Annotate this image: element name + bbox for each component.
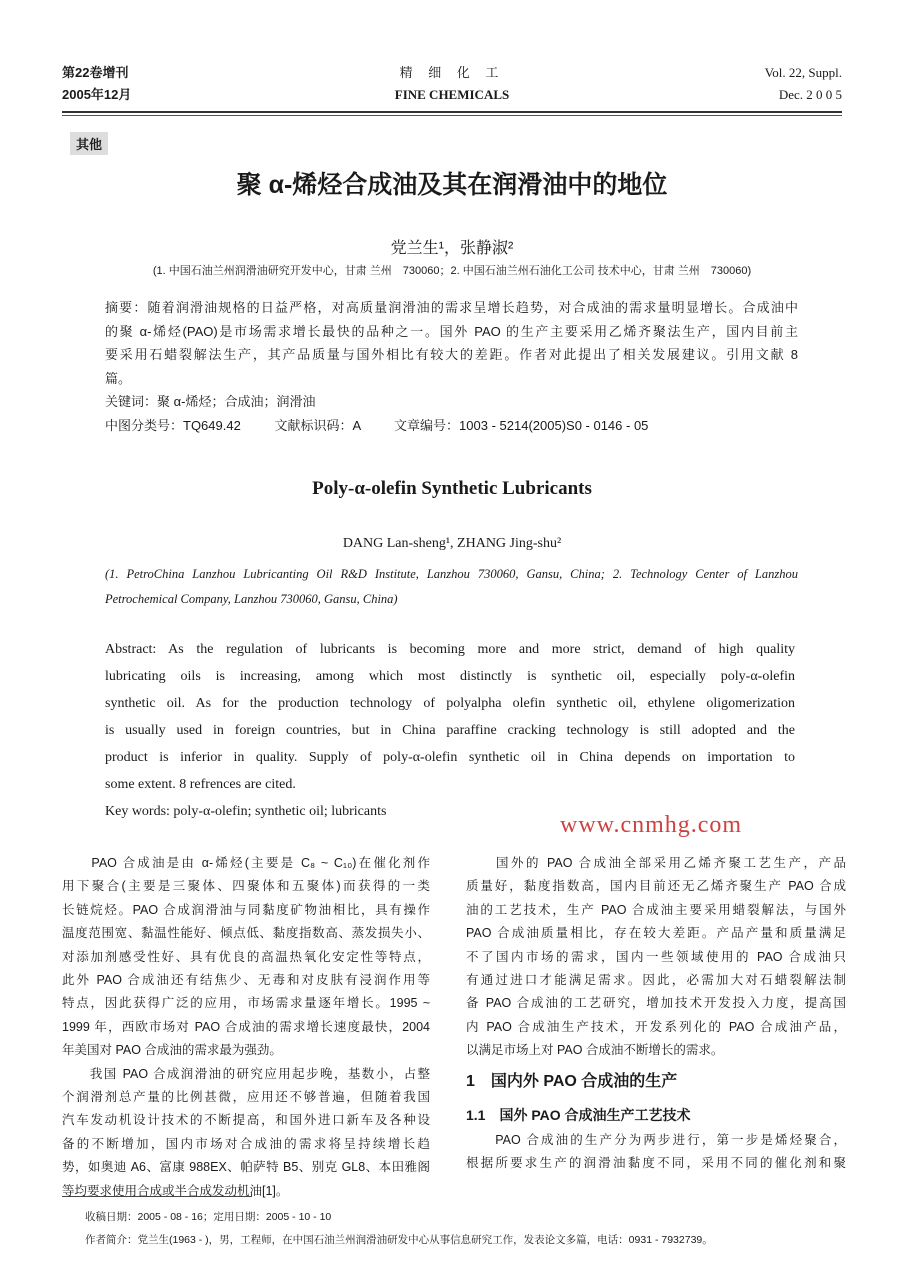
- en-affiliation: [105, 562, 798, 612]
- en-keywords: Key words: poly-α-olefin; synthetic oil; lubricants: [105, 804, 387, 819]
- watermark: www.cnmhg.com: [560, 812, 743, 838]
- left-column: [62, 852, 430, 1203]
- body-line: PAO 合成油的生产分为两步进行，第一步是烯烃聚合，: [466, 1132, 846, 1147]
- cn-keywords: 关键词：聚 α-烯烃；合成油；润滑油: [105, 394, 316, 409]
- affiliation-line: Petrochemical Company, Lanzhou 730060, Gansu, China): [105, 592, 398, 606]
- article-number: 文章编号：1003 - 5214(2005)S0 - 0146 - 05: [394, 417, 649, 433]
- body-line: 年美国对 PAO 合成油的需求最为强劲。: [62, 1043, 282, 1058]
- body-line: 特点，因此获得广泛的应用，市场需求量逐年增长。1995 ~: [62, 996, 430, 1011]
- body-line: 势，如奥迪 A6、富康 988EX、帕萨特 B5、别克 GL8、本田雅阁: [62, 1160, 430, 1175]
- section-heading: 1 国内外 PAO 合成油的生产: [466, 1072, 678, 1090]
- cn-affiliation: (1. 中国石油兰州润滑油研究开发中心，甘肃 兰州 730060；2. 中国石油兰州石油化工公司 技术中心，甘肃 兰州 730060): [152, 265, 752, 277]
- body-line: 油的工艺技术，生产 PAO 合成油主要采用蜡裂解法，与国外: [466, 902, 846, 917]
- document-code: 文献标识码：A: [274, 417, 361, 433]
- body-line: 对添加剂感受性好、具有优良的高温热氧化安定性等特点，: [62, 949, 430, 964]
- abstract-line: synthetic oil. As for the production technology of polyalpha olefin synthetic oil, ethylene oligomerization: [105, 696, 795, 711]
- en-authors: DANG Lan-sheng¹, ZHANG Jing-shu²: [342, 536, 562, 551]
- section-tag: 其他: [70, 132, 108, 155]
- body-line: 内 PAO 合成油生产技术，开发系列化的 PAO 合成油产品，: [466, 1019, 846, 1034]
- footnote-rule: [62, 1196, 252, 1197]
- cn-classification: [105, 414, 798, 438]
- received-dates: 收稿日期：2005 - 08 - 16；定用日期：2005 - 10 - 10: [85, 1211, 332, 1223]
- cn-authors: 党兰生¹，张静淑²: [390, 240, 514, 257]
- cn-abstract: [105, 296, 798, 437]
- abstract-line: 的聚 α-烯烃(PAO)是市场需求增长最快的品种之一。国外 PAO 的生产主要采用乙烯齐聚法生产，国内目前主: [105, 323, 798, 339]
- volume: 第22卷增刊: [62, 65, 129, 80]
- journal-name-cn: 精 细 化 工: [399, 65, 505, 80]
- abstract-line: Abstract: As the regulation of lubricants is becoming more and more strict, demand of high quality: [105, 642, 795, 657]
- date-en: Dec. 2 0 0 5: [778, 87, 842, 102]
- body-line: PAO 合成油是由 α-烯烃(主要是 C₈ ~ C₁₀)在催化剂作: [62, 856, 430, 870]
- body-line: 质量好，黏度指数高，国内目前还无乙烯齐聚生产 PAO 合成: [466, 879, 846, 894]
- body-line: 温度范围宽、黏温性能好、倾点低、黏度指数高、蒸发损失小、: [62, 926, 430, 941]
- abstract-line: 要采用石蜡裂解法生产，其产品质量与国外相比有较大的差距。作者对此提出了相关发展建议。引用文献 8: [105, 347, 798, 362]
- en-title: Poly-α-olefin Synthetic Lubricants: [312, 478, 592, 499]
- abstract-line: product is inferior in quality. Supply of poly-α-olefin synthetic oil in China depends on importation to: [105, 750, 795, 765]
- header-center: [330, 62, 574, 106]
- footnotes: [85, 1206, 713, 1252]
- issue-date: 2005年12月: [62, 87, 132, 102]
- body-line: 长链烷烃。PAO 合成润滑油与同黏度矿物油相比，具有操作: [62, 902, 430, 917]
- abstract-line: 摘要：随着润滑油规格的日益严格，对高质量润滑油的需求呈增长趋势，对合成油的需求量明显增长。合成油中: [105, 300, 798, 315]
- body-line: 以满足市场上对 PAO 合成油不断增长的需求。: [466, 1043, 724, 1058]
- author-bio: 作者简介：党兰生(1963 - )，男，工程师，在中国石油兰州润滑油研发中心从事信息研究工作，发表论文多篇，电话：0931 - 7932739。: [85, 1234, 713, 1246]
- body-line: PAO 合成油质量相比，存在较大差距。产品产量和质量满足: [466, 926, 846, 941]
- body-line: 备的不断增加，国内市场对合成油的需求将呈持续增长趋: [62, 1136, 430, 1151]
- body-line: 我国 PAO 合成润滑油的研究应用起步晚，基数小，占整: [62, 1066, 430, 1081]
- body-line: 用下聚合(主要是三聚体、四聚体和五聚体)而获得的一类: [62, 879, 430, 894]
- header-rule: [62, 111, 842, 113]
- header-left: [62, 62, 131, 106]
- body-line: 汽车发动机设计技术的不断提高，和国外进口新车及各种设: [62, 1113, 430, 1128]
- body-line: 备 PAO 合成油的工艺研究，增加技术开发投入力度，提高国: [466, 996, 846, 1011]
- cn-title: 聚 α-烯烃合成油及其在润滑油中的地位: [236, 171, 668, 199]
- body-line: 不了国内市场的需求，国内一些领域使用的 PAO 合成油只: [466, 949, 846, 964]
- abstract-line: 篇。: [105, 370, 132, 386]
- volume-en: Vol. 22, Suppl.: [764, 65, 842, 80]
- abstract-line: some extent. 8 refrences are cited.: [105, 777, 296, 792]
- subsection-heading: 1.1 国外 PAO 合成油生产工艺技术: [466, 1106, 691, 1123]
- body-line: 此外 PAO 合成油还有结焦少、无毒和对皮肤有浸润作用等: [62, 973, 430, 988]
- clc-number: 中图分类号：TQ649.42: [105, 417, 241, 433]
- affiliation-line: (1. PetroChina Lanzhou Lubricanting Oil R&D Institute, Lanzhou 730060, Gansu, China; 2. Technology Center of Lanzhou: [105, 567, 798, 581]
- body-line: 有通过进口才能满足需求。因此，必需加大对石蜡裂解法制: [466, 973, 846, 988]
- journal-name-en: FINE CHEMICALS: [394, 87, 510, 102]
- header-right: [765, 62, 842, 106]
- en-abstract: [105, 636, 795, 825]
- body-line: 1999 年，西欧市场对 PAO 合成油的需求增长速度最快，2004: [62, 1019, 430, 1034]
- body-line: 个润滑剂总产量的比例甚微，应用还不够普遍，但随着我国: [62, 1090, 430, 1105]
- abstract-line: lubricating oils is increasing, among which most distinctly is synthetic oil, especially poly-α-olefin: [105, 669, 795, 684]
- header-rule-thin: [62, 115, 842, 116]
- body-line: 国外的 PAO 合成油全部采用乙烯齐聚工艺生产，产品: [466, 856, 846, 870]
- body-line: 等均要求使用合成或半合成发动机油[1]。: [62, 1183, 289, 1198]
- abstract-line: is usually used in foreign countries, but in China paraffine cracking technology is still adopted and the: [105, 723, 795, 738]
- right-column: [466, 852, 846, 1175]
- body-line: 根据所要求生产的润滑油黏度不同，采用不同的催化剂和聚: [466, 1156, 846, 1171]
